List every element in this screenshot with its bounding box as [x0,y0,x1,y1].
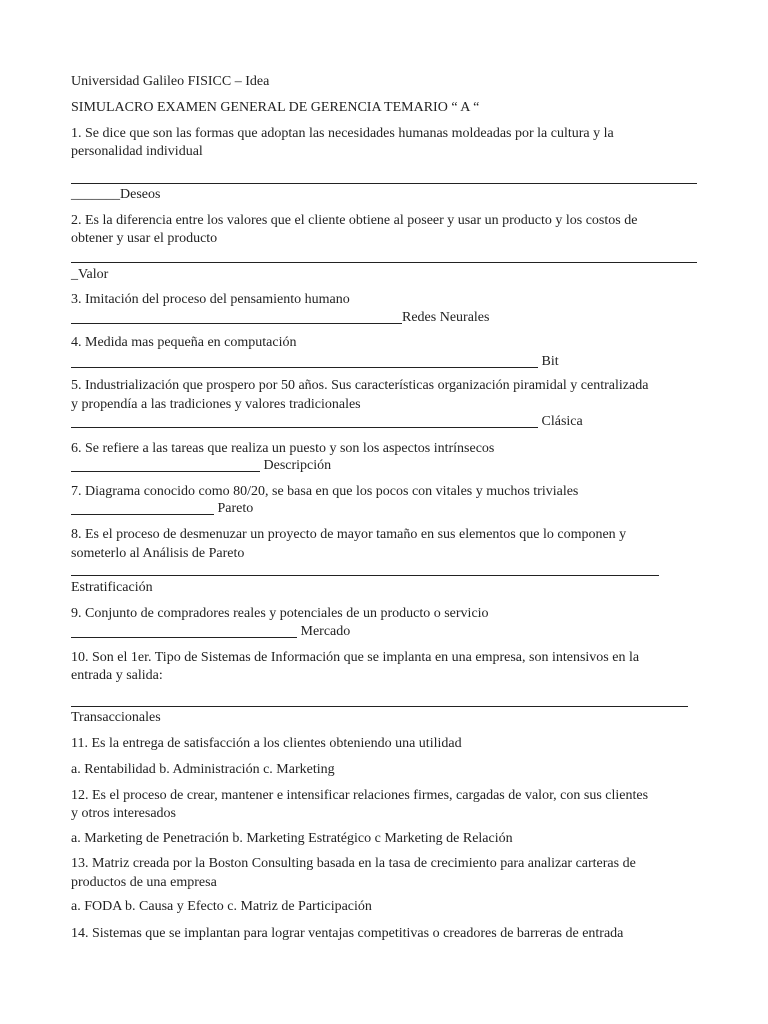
question-9-answer-row [71,623,350,641]
question-12-options: a. Marketing de Penetración b. Marketing Estratégico c Marketing de Relación [71,831,513,846]
answer-line [71,575,659,576]
question-6-answer: Descripción [260,458,332,473]
question-7-text: 7. Diagrama conocido como 80/20, se basa en que los pocos con vitales y muchos triviales [71,484,579,499]
question-4-text: 4. Medida mas pequeña en computación [71,335,297,350]
exam-title: SIMULACRO EXAMEN GENERAL DE GERENCIA TEMARIO “ A “ [71,100,480,115]
question-5-answer: Clásica [538,414,583,429]
question-4-answer-row [71,353,559,371]
question-2-text-line-1: 2. Es la diferencia entre los valores que el cliente obtiene al poseer y usar un producto y los costos de [71,213,638,228]
question-6-text: 6. Se refiere a las tareas que realiza un puesto y son los aspectos intrínsecos [71,441,495,456]
answer-line [71,706,688,707]
question-8-answer: Estratificación [71,580,153,595]
question-8-text-line-1: 8. Es el proceso de desmenuzar un proyecto de mayor tamaño en sus elementos que lo componen y [71,527,627,542]
question-3-text: 3. Imitación del proceso del pensamiento humano [71,292,350,307]
question-13-options: a. FODA b. Causa y Efecto c. Matriz de Participación [71,899,372,914]
question-4-answer: Bit [538,354,559,369]
question-10-text-line-1: 10. Son el 1er. Tipo de Sistemas de Información que se implanta en una empresa, son intensivos en la [71,650,640,665]
answer-line [71,427,538,428]
question-1-text-line-1: 1. Se dice que son las formas que adoptan las necesidades humanas moldeadas por la cultura y la [71,126,614,141]
question-11-text: 11. Es la entrega de satisfacción a los clientes obteniendo una utilidad [71,736,462,751]
question-13-text-line-1: 13. Matriz creada por la Boston Consulting basada en la tasa de crecimiento para analizar carteras de [71,856,636,871]
question-9-text: 9. Conjunto de compradores reales y potenciales de un producto o servicio [71,606,489,621]
question-7-answer-row [71,500,253,518]
answer-line [71,471,260,472]
question-1-answer: _______Deseos [71,187,161,202]
question-2-answer: _Valor [71,267,109,282]
question-3-answer-row [71,309,489,327]
question-7-answer: Pareto [214,501,254,516]
question-5-answer-row [71,413,583,431]
question-10-text-line-2: entrada y salida: [71,668,163,683]
question-3-answer: Redes Neurales [402,310,490,325]
question-6-answer-row [71,457,331,475]
question-13-text-line-2: productos de una empresa [71,875,217,890]
question-12-text-line-2: y otros interesados [71,806,176,821]
question-5-text-line-2: y propendía a las tradiciones y valores tradicionales [71,397,361,412]
question-9-answer: Mercado [297,624,351,639]
answer-line [71,262,697,263]
answer-line [71,323,402,324]
question-14-text: 14. Sistemas que se implantan para lograr ventajas competitivas o creadores de barreras de entrada [71,926,624,941]
university-name: Universidad Galileo FISICC – Idea [71,74,270,89]
question-10-answer: Transaccionales [71,710,161,725]
question-1-text-line-2: personalidad individual [71,144,203,159]
question-12-text-line-1: 12. Es el proceso de crear, mantener e intensificar relaciones firmes, cargadas de valor, con sus clientes [71,788,649,803]
answer-line [71,367,538,368]
question-5-text-line-1: 5. Industrialización que prospero por 50 años. Sus características organización piramidal y centralizada [71,378,649,393]
answer-line [71,183,697,184]
answer-line [71,637,297,638]
question-11-options: a. Rentabilidad b. Administración c. Marketing [71,762,335,777]
question-8-text-line-2: someterlo al Análisis de Pareto [71,546,245,561]
answer-line [71,514,214,515]
question-2-text-line-2: obtener y usar el producto [71,231,218,246]
